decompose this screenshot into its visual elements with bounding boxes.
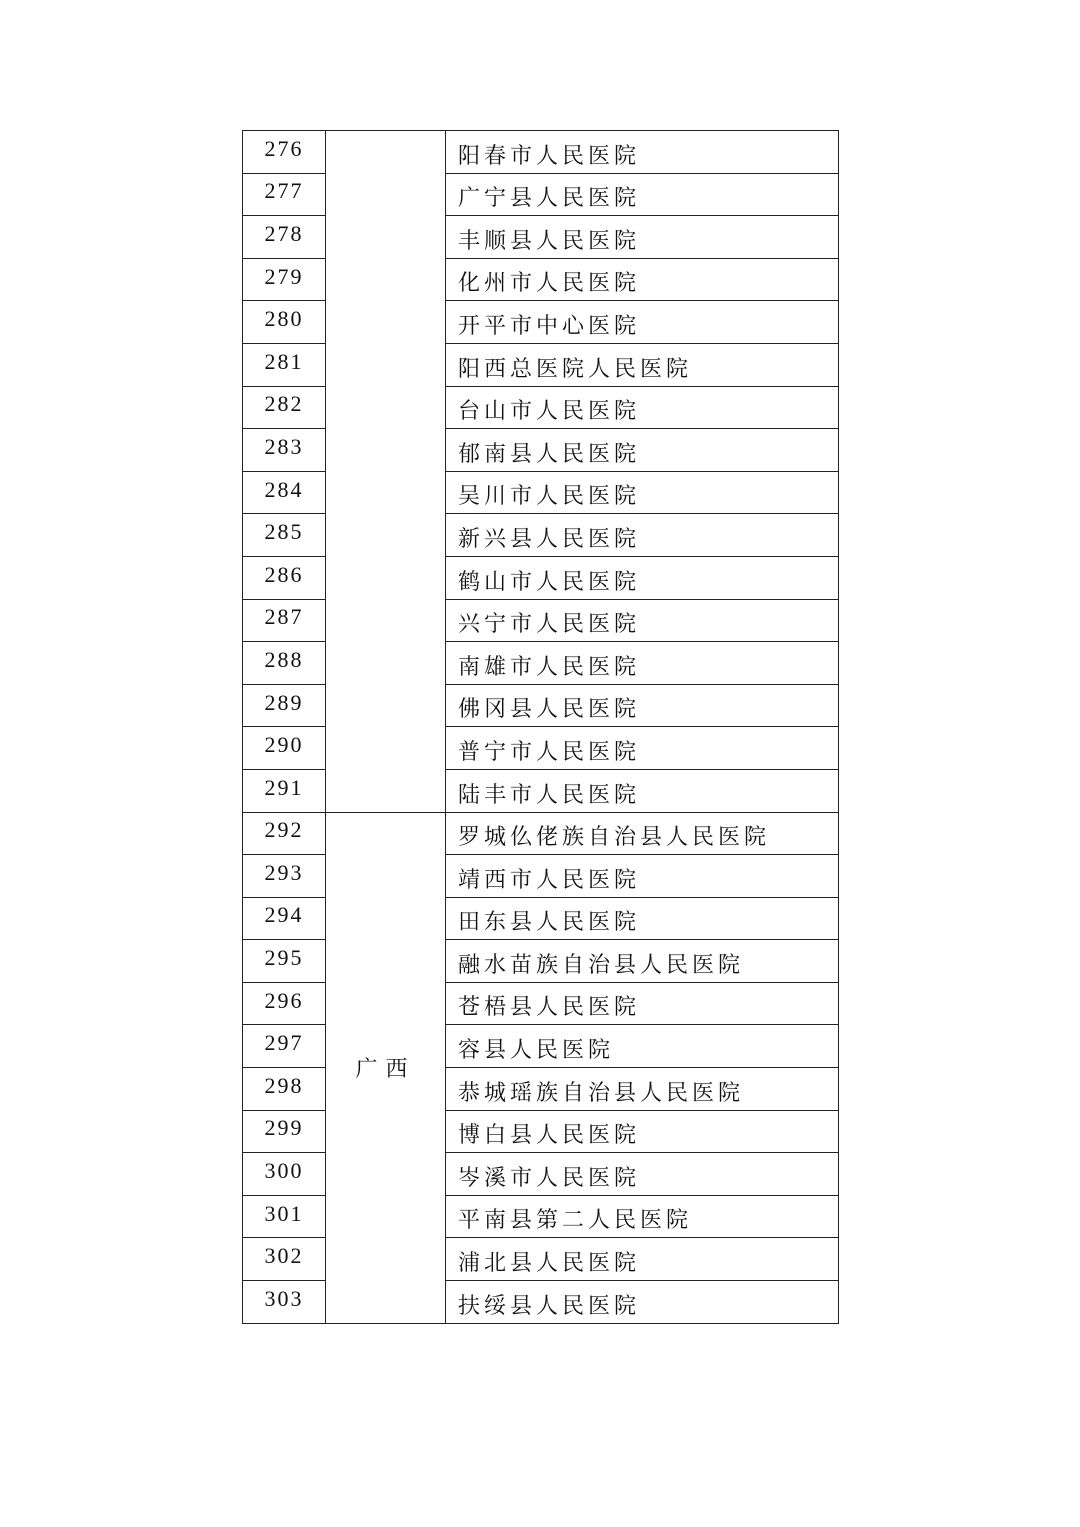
row-number: 280 [264, 306, 304, 332]
row-number-cell [243, 982, 326, 1025]
hospital-name: 鹤山市人民医院 [446, 556, 839, 599]
row-number: 296 [264, 987, 304, 1013]
row-number-cell [243, 1153, 326, 1196]
row-number: 278 [264, 220, 304, 246]
hospital-name: 罗城仫佬族自治县人民医院 [446, 812, 839, 855]
hospital-table [242, 130, 839, 1324]
row-number: 289 [264, 689, 304, 715]
row-number-cell [243, 514, 326, 557]
hospital-name: 扶绥县人民医院 [446, 1281, 839, 1324]
hospital-name: 佛冈县人民医院 [446, 684, 839, 727]
hospital-name: 平南县第二人民医院 [446, 1195, 839, 1238]
row-number: 299 [264, 1115, 304, 1141]
row-number-cell [243, 1068, 326, 1111]
hospital-name: 广宁县人民医院 [446, 173, 839, 216]
row-number: 285 [264, 519, 304, 545]
row-number-cell [243, 1281, 326, 1324]
row-number-cell [243, 642, 326, 685]
row-number-cell [243, 897, 326, 940]
province-cell [326, 131, 446, 813]
province-cell: 广西 [326, 812, 446, 1323]
row-number: 297 [264, 1030, 304, 1056]
row-number: 293 [264, 859, 304, 885]
hospital-name: 兴宁市人民医院 [446, 599, 839, 642]
row-number-cell [243, 855, 326, 898]
hospital-name: 郁南县人民医院 [446, 429, 839, 472]
row-number-cell [243, 429, 326, 472]
hospital-name: 台山市人民医院 [446, 386, 839, 429]
hospital-name: 普宁市人民医院 [446, 727, 839, 770]
hospital-name: 新兴县人民医院 [446, 514, 839, 557]
row-number: 286 [264, 561, 304, 587]
row-number-cell [243, 1025, 326, 1068]
hospital-name: 阳春市人民医院 [446, 131, 839, 174]
row-number: 276 [264, 135, 304, 161]
row-number: 298 [264, 1072, 304, 1098]
row-number: 290 [264, 732, 304, 758]
table-row [243, 812, 839, 855]
row-number-cell [243, 1195, 326, 1238]
row-number-cell [243, 684, 326, 727]
row-number-cell [243, 471, 326, 514]
row-number: 284 [264, 476, 304, 502]
table-row [243, 131, 839, 174]
row-number-cell [243, 343, 326, 386]
hospital-name: 化州市人民医院 [446, 258, 839, 301]
row-number-cell [243, 556, 326, 599]
hospital-name: 南雄市人民医院 [446, 642, 839, 685]
row-number: 291 [264, 774, 304, 800]
hospital-name: 陆丰市人民医院 [446, 769, 839, 812]
row-number: 279 [264, 263, 304, 289]
row-number-cell [243, 812, 326, 855]
hospital-name: 恭城瑶族自治县人民医院 [446, 1068, 839, 1111]
hospital-name: 苍梧县人民医院 [446, 982, 839, 1025]
row-number-cell [243, 1110, 326, 1153]
row-number: 300 [264, 1158, 304, 1184]
hospital-name: 容县人民医院 [446, 1025, 839, 1068]
row-number: 281 [264, 348, 304, 374]
hospital-name: 田东县人民医院 [446, 897, 839, 940]
row-number-cell [243, 769, 326, 812]
hospital-name: 浦北县人民医院 [446, 1238, 839, 1281]
row-number-cell [243, 301, 326, 344]
hospital-name: 吴川市人民医院 [446, 471, 839, 514]
row-number: 294 [264, 902, 304, 928]
row-number-cell [243, 131, 326, 174]
hospital-name: 开平市中心医院 [446, 301, 839, 344]
hospital-name: 融水苗族自治县人民医院 [446, 940, 839, 983]
row-number-cell [243, 1238, 326, 1281]
hospital-name: 丰顺县人民医院 [446, 216, 839, 259]
row-number: 292 [264, 817, 304, 843]
row-number: 283 [264, 433, 304, 459]
row-number: 295 [264, 945, 304, 971]
row-number: 302 [264, 1243, 304, 1269]
row-number: 303 [264, 1285, 304, 1311]
row-number: 288 [264, 646, 304, 672]
row-number-cell [243, 940, 326, 983]
row-number: 287 [264, 604, 304, 630]
hospital-name: 岑溪市人民医院 [446, 1153, 839, 1196]
row-number-cell [243, 216, 326, 259]
row-number-cell [243, 258, 326, 301]
hospital-name: 博白县人民医院 [446, 1110, 839, 1153]
hospital-name: 阳西总医院人民医院 [446, 343, 839, 386]
row-number-cell [243, 727, 326, 770]
row-number-cell [243, 599, 326, 642]
row-number: 301 [264, 1200, 304, 1226]
row-number-cell [243, 173, 326, 216]
row-number: 277 [264, 178, 304, 204]
hospital-name: 靖西市人民医院 [446, 855, 839, 898]
row-number: 282 [264, 391, 304, 417]
table-body [243, 131, 839, 1324]
row-number-cell [243, 386, 326, 429]
